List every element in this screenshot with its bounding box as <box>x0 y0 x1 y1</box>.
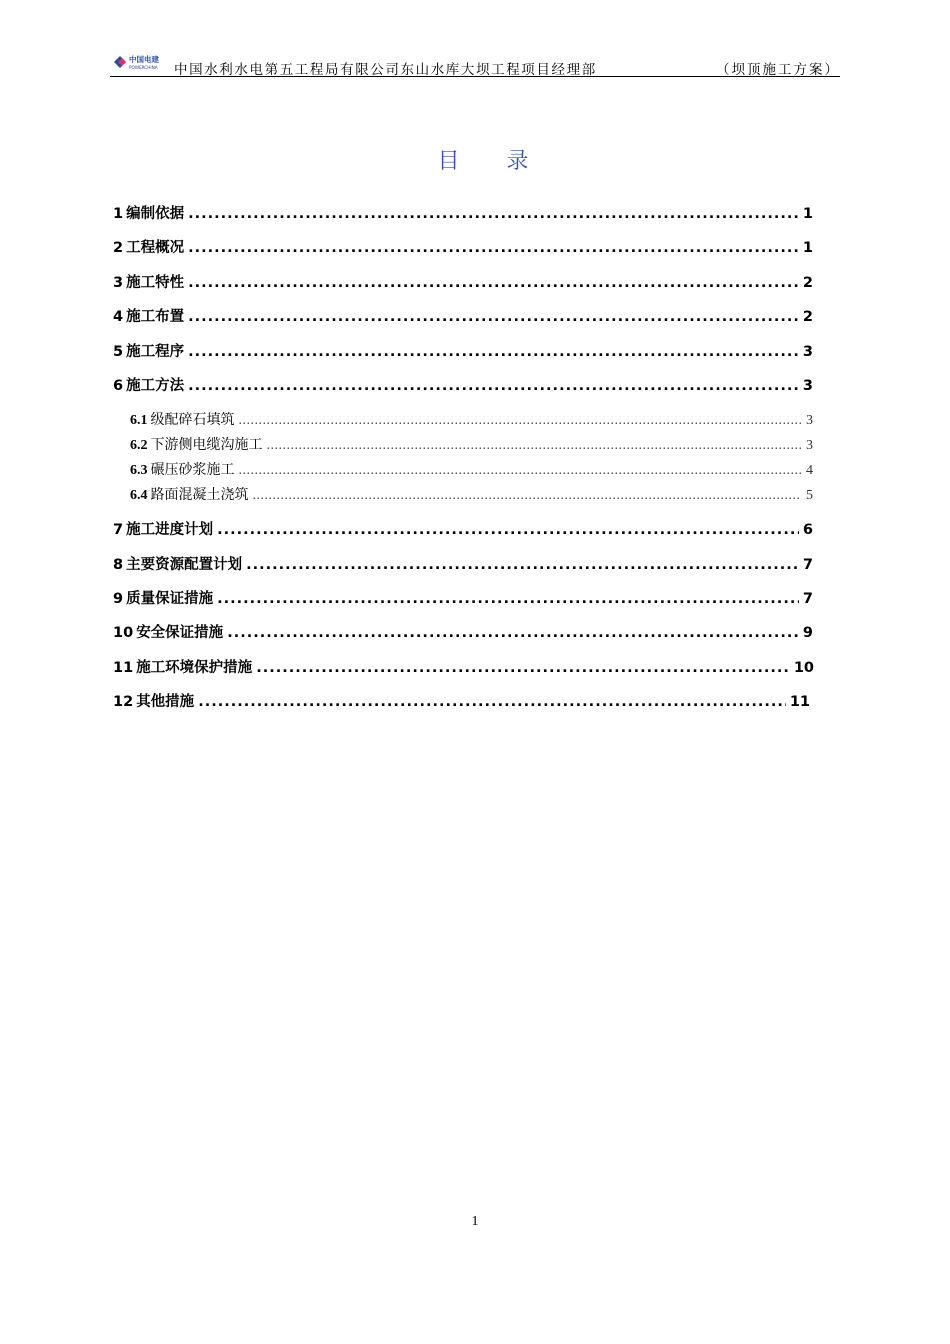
toc-entry-title: 施工方法 <box>126 378 185 394</box>
toc-entry-title: 施工特性 <box>126 275 185 291</box>
toc-entry-page: 9 <box>802 625 813 641</box>
page-header <box>110 52 840 77</box>
toc-entry[interactable] <box>113 236 813 257</box>
toc-entry-number: 4 <box>113 309 124 325</box>
toc-dot-leader <box>188 275 799 291</box>
toc-entry-title: 主要资源配置计划 <box>126 557 243 573</box>
toc-entry-number: 9 <box>113 591 124 607</box>
toc-entry-title: 路面混凝土浇筑 <box>150 488 249 503</box>
toc-entry[interactable] <box>113 690 810 711</box>
toc-entry-page: 3 <box>802 344 813 360</box>
toc-entry-title: 级配碎石填筑 <box>150 413 235 428</box>
toc-entry-number: 1 <box>113 206 124 222</box>
toc-dot-leader <box>188 240 799 256</box>
toc-entry[interactable] <box>130 409 813 429</box>
toc-entry[interactable] <box>113 271 813 292</box>
toc-entry-page: 1 <box>802 206 813 222</box>
toc-dot-leader <box>246 557 799 573</box>
toc-entry-page: 7 <box>802 591 813 607</box>
toc-entry-number: 3 <box>113 275 124 291</box>
toc-entry-page: 4 <box>806 463 813 478</box>
toc-dot-leader <box>256 660 790 676</box>
toc-entry-title: 工程概况 <box>126 240 185 256</box>
toc-entry-page: 7 <box>802 557 813 573</box>
toc-dot-leader <box>217 522 799 538</box>
toc-entry-page: 10 <box>793 660 814 676</box>
toc-dot-leader <box>188 309 799 325</box>
toc-entry-page: 6 <box>802 522 813 538</box>
toc-dot-leader <box>198 694 786 710</box>
svg-text:POWERCHINA: POWERCHINA <box>129 65 158 70</box>
toc-dot-leader <box>227 625 799 641</box>
toc-entry[interactable] <box>113 587 813 608</box>
toc-dot-leader <box>188 378 799 394</box>
toc-entry-page: 3 <box>802 378 813 394</box>
toc-entry-title: 其他措施 <box>136 694 195 710</box>
toc-entry-page: 5 <box>806 488 813 503</box>
toc-entry-page: 1 <box>802 240 813 256</box>
toc-entry-page: 2 <box>802 275 813 291</box>
toc-entry[interactable] <box>113 553 813 574</box>
toc-entry-number: 10 <box>113 625 134 641</box>
toc-dot-leader <box>188 206 799 222</box>
toc-entry-number: 5 <box>113 344 124 360</box>
toc-entry-title: 施工环境保护措施 <box>136 660 253 676</box>
toc-entry-number: 6 <box>113 378 124 394</box>
document-type: （坝顶施工方案） <box>716 62 840 78</box>
toc-dot-leader <box>267 438 802 454</box>
toc-entry-title: 施工程序 <box>126 344 185 360</box>
toc-entry-title: 施工进度计划 <box>126 522 214 538</box>
toc-entry-number: 6.4 <box>130 488 148 503</box>
toc-entry-number: 8 <box>113 557 124 573</box>
toc-title: 目 录 <box>437 149 549 174</box>
toc-entry-page: 3 <box>806 438 813 453</box>
toc-entry[interactable] <box>113 656 814 677</box>
toc-entry-number: 11 <box>113 660 134 676</box>
toc-entry-number: 6.3 <box>130 463 148 478</box>
toc-entry[interactable] <box>113 518 813 539</box>
toc-entry-number: 6.1 <box>130 413 148 428</box>
toc-entry[interactable] <box>130 459 813 479</box>
toc-entry-title: 碾压砂浆施工 <box>150 463 235 478</box>
toc-entry[interactable] <box>113 374 813 395</box>
svg-text:中国电建: 中国电建 <box>129 55 159 64</box>
organization-name: 中国水利水电第五工程局有限公司东山水库大坝工程项目经理部 <box>174 62 597 78</box>
toc-entry-page: 3 <box>806 413 813 428</box>
toc-entry-title: 施工布置 <box>126 309 185 325</box>
toc-dot-leader <box>253 488 802 504</box>
page-number: 1 <box>471 1214 479 1229</box>
toc-entry-title: 下游侧电缆沟施工 <box>150 438 263 453</box>
toc-entry[interactable] <box>113 305 813 326</box>
toc-entry-page: 2 <box>802 309 813 325</box>
toc-entry[interactable] <box>113 340 813 361</box>
toc-entry-title: 编制依据 <box>126 206 185 222</box>
toc-entry[interactable] <box>113 621 813 642</box>
powerchina-logo <box>110 52 174 72</box>
toc-dot-leader <box>239 413 802 429</box>
toc-entry-number: 2 <box>113 240 124 256</box>
toc-entry-title: 安全保证措施 <box>136 625 224 641</box>
toc-dot-leader <box>188 344 799 360</box>
toc-dot-leader <box>239 463 802 479</box>
toc-entry-title: 质量保证措施 <box>126 591 214 607</box>
toc-entry-number: 12 <box>113 694 134 710</box>
toc-entry-page: 11 <box>789 694 810 710</box>
toc-entry[interactable] <box>130 484 813 504</box>
toc-dot-leader <box>217 591 799 607</box>
toc-entry-number: 7 <box>113 522 124 538</box>
toc-entry-number: 6.2 <box>130 438 148 453</box>
toc-entry[interactable] <box>113 202 813 223</box>
toc-entry[interactable] <box>130 434 813 454</box>
